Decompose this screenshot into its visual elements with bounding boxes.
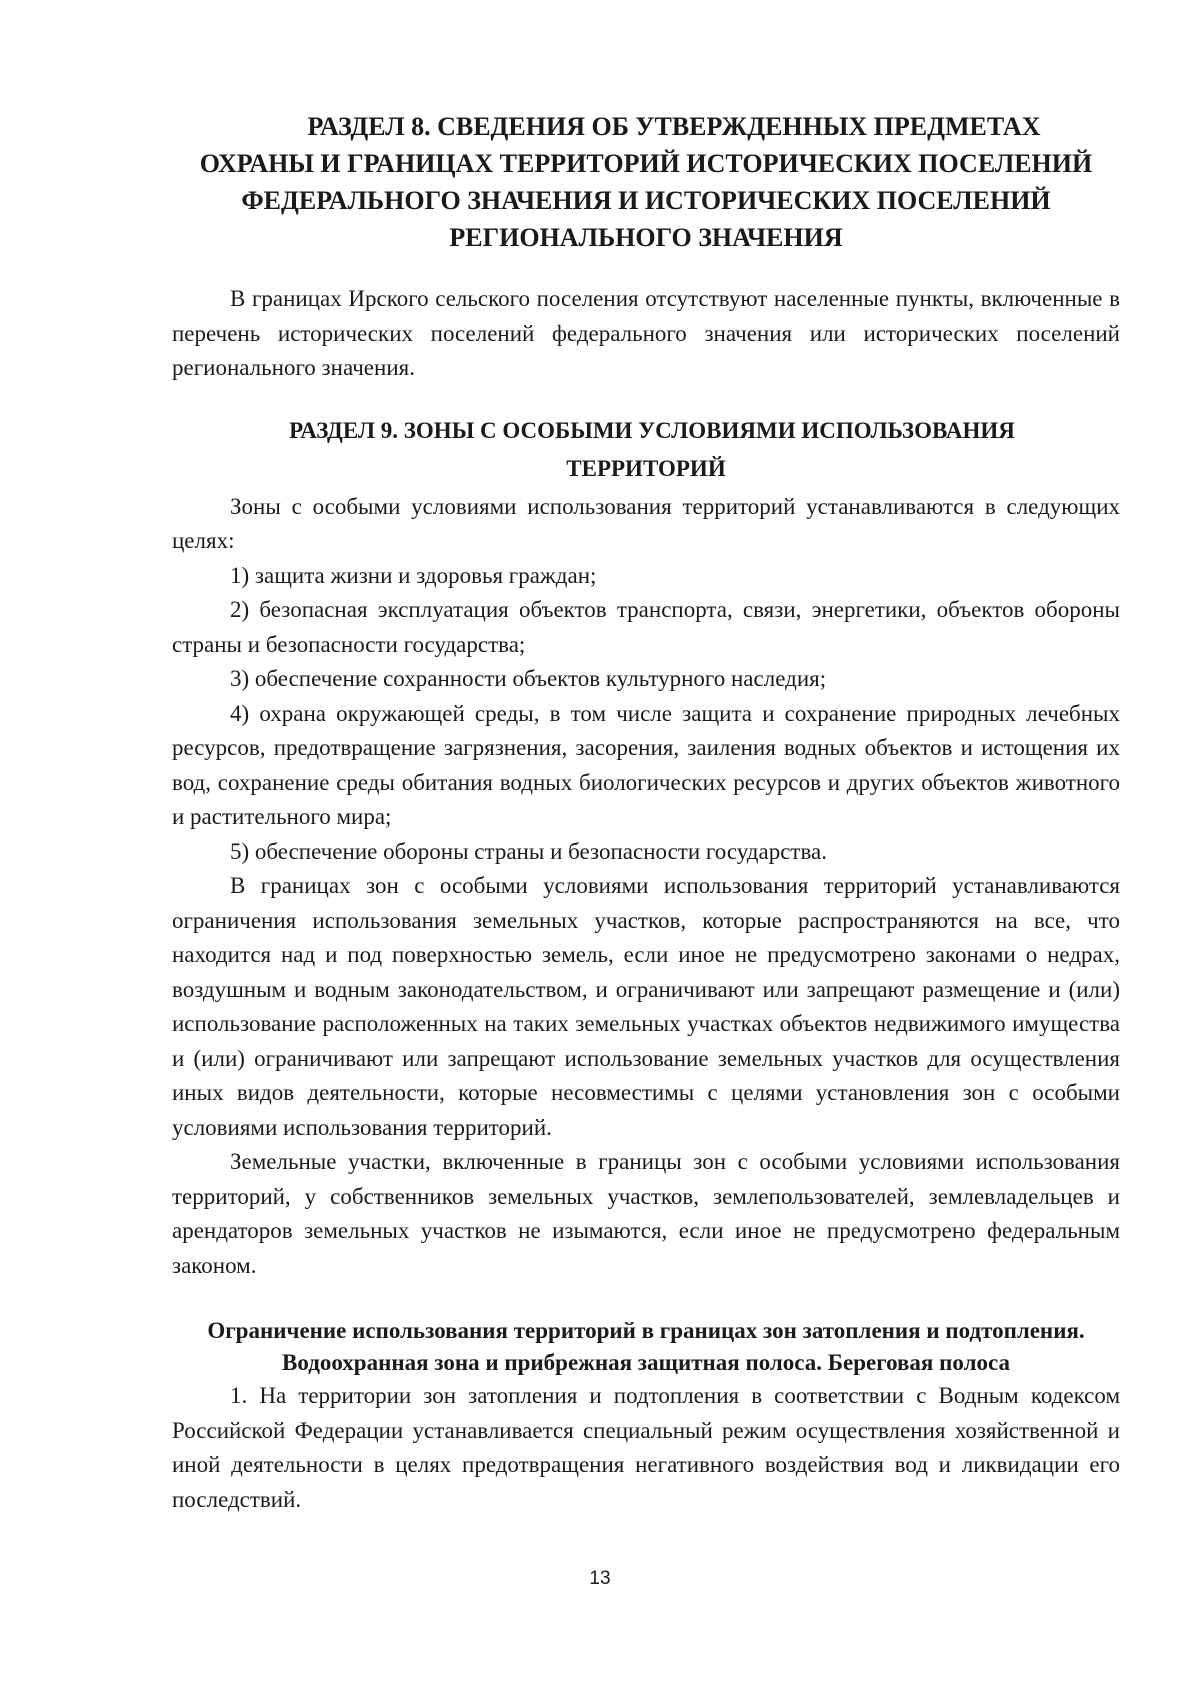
flood-zones-subsection-title (172, 1315, 1120, 1379)
section-9-intro: Зоны с особыми условиями использования территорий устанавливаются в следующих целях: (172, 493, 1120, 553)
section-8-paragraph: В границах Ирского сельского поселения отсутствуют населенные пункты, включенные в перечень исторических поселений федерального значения или исторических поселений регионального значения. (172, 286, 1120, 380)
subsection-title-line: Водоохранная зона и прибрежная защитная полоса. Береговая полоса (282, 1350, 1010, 1375)
goal-item: 2) безопасная эксплуатация объектов транспорта, связи, энергетики, объектов обороны страны и безопасности государства; (172, 597, 1120, 657)
goal-item: 4) охрана окружающей среды, в том числе защита и сохранение природных лечебных ресурсов, предотвращение загрязнения, засорения, заиления водных объектов и истощения их вод, сохранение среды обитания водных биологических ресурсов и других объектов животного и растительного мира; (172, 700, 1120, 829)
page-content (172, 108, 1120, 1517)
section-8-title-line: РАЗДЕЛ 8. СВЕДЕНИЯ ОБ УТВЕРЖДЕННЫХ ПРЕДМЕТАХ (307, 112, 1041, 141)
section-9-title-line: ТЕРРИТОРИЙ (566, 455, 726, 481)
section-8-title-line: РЕГИОНАЛЬНОГО ЗНАЧЕНИЯ (449, 223, 843, 252)
section-8-title (172, 108, 1120, 256)
section-9-title (172, 412, 1120, 488)
section-8-title-line: ФЕДЕРАЛЬНОГО ЗНАЧЕНИЯ И ИСТОРИЧЕСКИХ ПОСЕЛЕНИЙ (241, 186, 1051, 215)
page-number: 13 (589, 1568, 611, 1589)
land-plots-paragraph: Земельные участки, включенные в границы зон с особыми условиями использования территорий, у собственников земельных участков, землепользователей, землевладельцев и арендаторов земельных участков не изымаются, если иное не предусмотрено федеральным законом. (172, 1149, 1120, 1278)
section-9-title-line: РАЗДЕЛ 9. ЗОНЫ С ОСОБЫМИ УСЛОВИЯМИ ИСПОЛЬЗОВАНИЯ (289, 417, 1015, 443)
goal-item: 5) обеспечение обороны страны и безопасности государства. (230, 838, 827, 864)
goal-item: 1) защита жизни и здоровья граждан; (230, 562, 597, 588)
restrictions-paragraph: В границах зон с особыми условиями использования территорий устанавливаются ограничения использования земельных участков, которые распространяются на все, что находится над и под поверхностью земель, если иное не предусмотрено законами о недрах, воздушным и водным законодательством, и ограничивают или запрещают размещение и (или) использование расположенных на таких земельных участках объектов недвижимого имущества и (или) ограничивают или запрещают использование земельных участков для осуществления иных видов деятельности, которые несовместимы с целями установления зон с особыми условиями использования территорий. (172, 873, 1120, 1140)
goal-item: 3) обеспечение сохранности объектов культурного наследия; (230, 666, 827, 691)
section-8-title-line: ОХРАНЫ И ГРАНИЦАХ ТЕРРИТОРИЙ ИСТОРИЧЕСКИХ ПОСЕЛЕНИЙ (199, 149, 1093, 178)
subsection-title-line: Ограничение использования территорий в границах зон затопления и подтопления. (207, 1318, 1085, 1343)
flood-zones-paragraph: 1. На территории зон затопления и подтопления в соответствии с Водным кодексом Российской Федерации устанавливается специальный режим осуществления хозяйственной и иной деятельности в целях предотвращения негативного воздействия вод и ликвидации его последствий. (172, 1383, 1120, 1512)
